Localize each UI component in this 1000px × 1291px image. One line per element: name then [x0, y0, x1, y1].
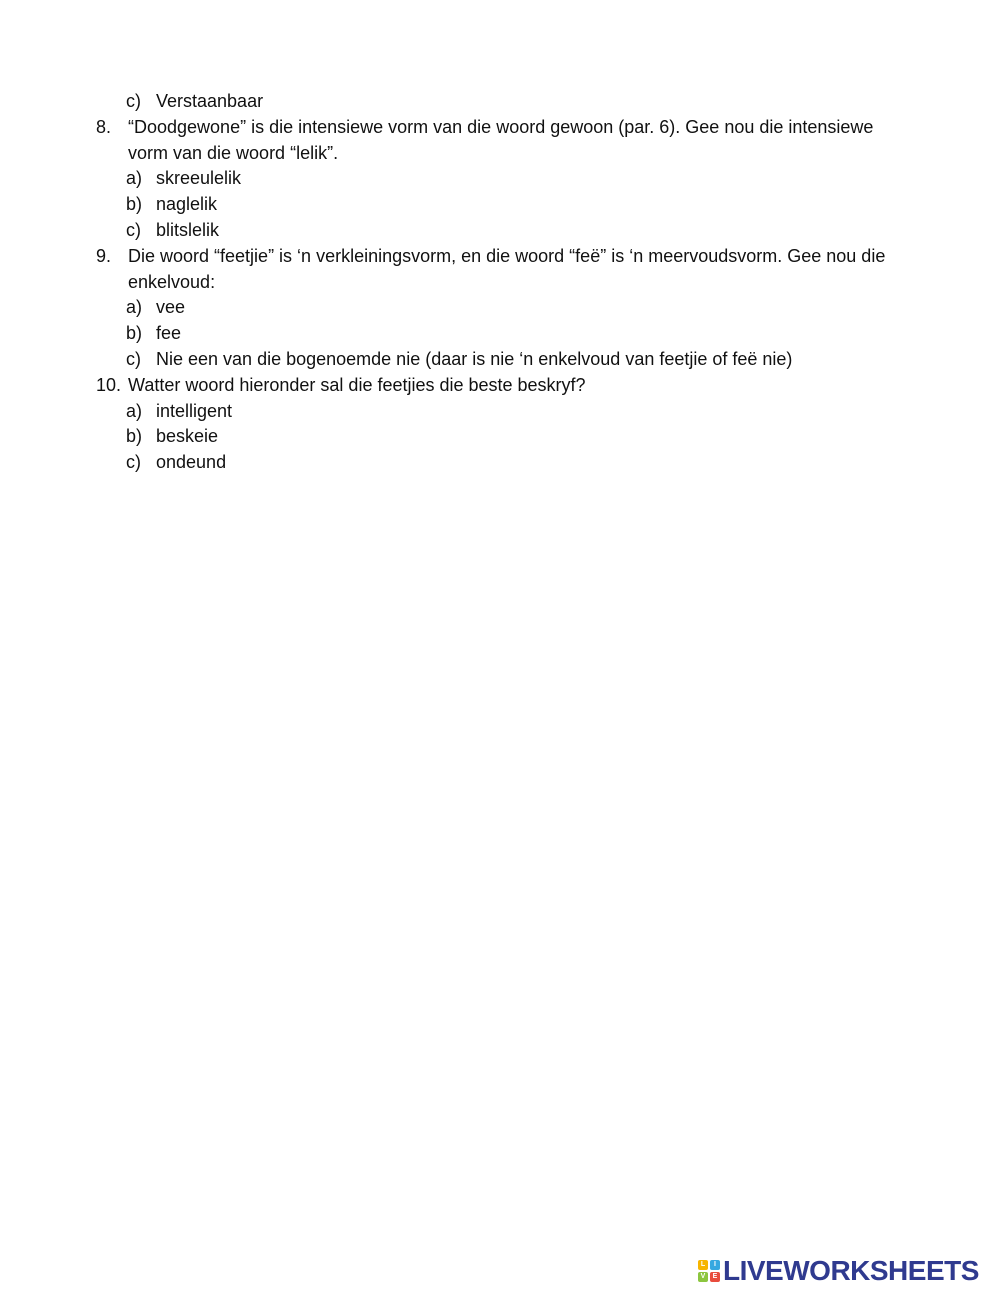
option-text: beskeie — [156, 426, 219, 447]
option-text: intelligent — [156, 400, 233, 421]
question-text: Die woord “feetjie” is ‘n verkleiningsvorm, en die woord “feë” is ‘n meervoudsvorm. Gee nou die enkelvoud: — [128, 245, 886, 292]
question-item — [96, 244, 886, 296]
option-letter: a) — [126, 400, 143, 421]
question-number: 9. — [96, 245, 112, 266]
logo-icon-square: L — [698, 1260, 708, 1270]
answer-option — [96, 166, 886, 192]
liveworksheets-logo — [698, 1256, 979, 1286]
question-item — [96, 373, 886, 399]
logo-icon-square: E — [710, 1272, 720, 1282]
option-letter: b) — [126, 194, 143, 215]
question-list — [96, 89, 886, 476]
option-letter: a) — [126, 168, 143, 189]
option-text: Nie een van die bogenoemde nie (daar is nie ‘n enkelvoud van feetjie of feë nie) — [156, 348, 793, 369]
liveworksheets-logo-icon — [698, 1260, 720, 1282]
option-letter: c) — [126, 219, 141, 240]
option-letter: b) — [126, 323, 143, 344]
question-item — [96, 115, 886, 167]
logo-icon-square: V — [698, 1272, 708, 1282]
option-text: blitslelik — [156, 219, 220, 240]
logo-icon-square: I — [710, 1260, 720, 1270]
answer-option — [96, 450, 886, 476]
question-text: Watter woord hieronder sal die feetjies die beste beskryf? — [128, 374, 586, 395]
option-text: ondeund — [156, 452, 227, 473]
logo-text: LIVEWORKSHEETS — [723, 1255, 979, 1286]
option-letter: a) — [126, 297, 143, 318]
option-text: skreeulelik — [156, 168, 242, 189]
option-text: fee — [156, 323, 182, 344]
answer-option — [96, 218, 886, 244]
answer-option — [96, 295, 886, 321]
answer-option — [96, 192, 886, 218]
question-number: 8. — [96, 116, 112, 137]
answer-option — [96, 89, 886, 115]
question-text: “Doodgewone” is die intensiewe vorm van die woord gewoon (par. 6). Gee nou die intensiewe vorm van die woord “lelik”. — [128, 116, 874, 163]
option-letter: c) — [126, 452, 141, 473]
option-letter: b) — [126, 426, 143, 447]
question-number: 10. — [96, 374, 122, 395]
option-letter: c) — [126, 91, 141, 111]
option-text: vee — [156, 297, 186, 318]
option-text: naglelik — [156, 194, 218, 215]
option-letter: c) — [126, 348, 141, 369]
answer-option — [96, 347, 886, 373]
answer-option — [96, 399, 886, 425]
option-text: Verstaanbaar — [156, 91, 264, 111]
answer-option — [96, 321, 886, 347]
answer-option — [96, 424, 886, 450]
